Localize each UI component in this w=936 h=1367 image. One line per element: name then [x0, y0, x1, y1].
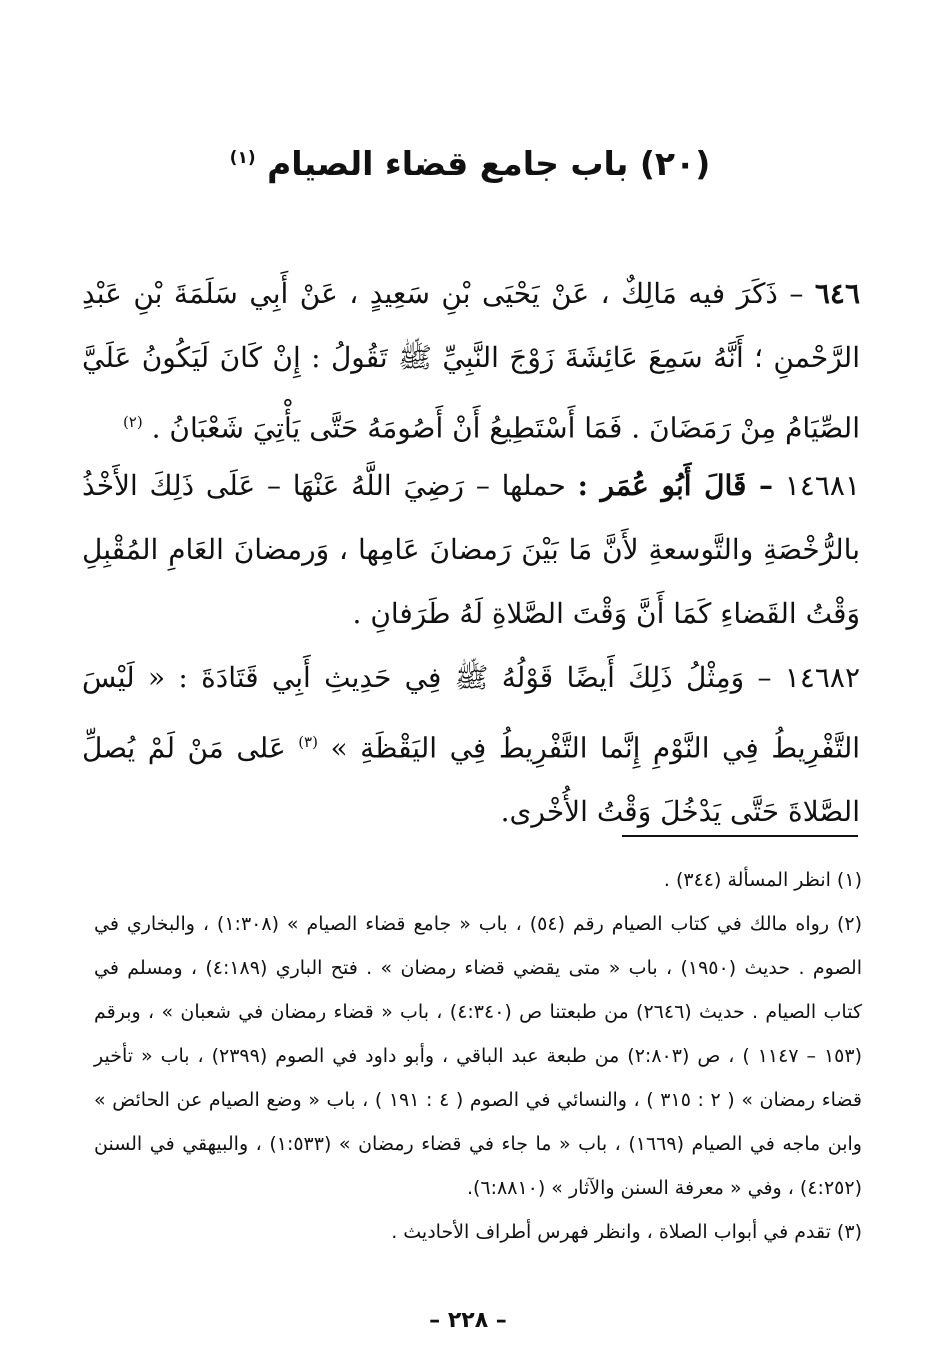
chapter-title-footnote-ref: (١) [229, 148, 256, 168]
paragraph-number: ١٤٦٨٢ [784, 661, 860, 694]
paragraph-text-continued: عَلى مَنْ لَمْ يُصلِّ الصَّلاةَ حَتَّى يَدْخُلَ وَقْتُ الأُخْرى. [82, 731, 860, 829]
page-number: – ٢٢٨ – [429, 1308, 507, 1333]
paragraph-number: ٦٤٦ [814, 277, 861, 310]
chapter-title-text: (٢٠) باب جامع قضاء الصيام [267, 144, 711, 183]
paragraph-lead: – قَالَ أَبُو عُمَر : [577, 469, 774, 502]
commentary-paragraph-14681 [82, 454, 860, 646]
footnote-ref: (٣) [298, 733, 318, 751]
footnote-3: (٣) تقدم في أبواب الصلاة ، وانظر فهرس أطراف الأحاديث . [391, 1221, 862, 1243]
paragraph-text: – وَمِثْلُ ذَلِكَ أَيضًا قَوْلُهُ ﷺ فِي حَدِيثِ أَبِي قَتَادَةَ : « لَيْسَ التَّفْرِيطُ فِي النَّوْمِ إِنَّما التَّفْرِيطُ فِي اليَقْظَةِ » [82, 661, 860, 765]
footnote-2: (٢) رواه مالك في كتاب الصيام رقم (٥٤) ، باب « جامع قضاء الصيام » (١:٣٠٨) ، والبخاري في الصوم . حديث (١٩٥٠) ، باب « متى يقضي قضاء رمضان » . فتح الباري (٤:١٨٩) ، ومسلم في كتاب الصيام . حديث (٢٦٤٦) من طبعتنا ص (٤:٣٤٠) ، باب « قضاء رمضان في شعبان » ، وبرقم (١٥٣ – ١١٤٧ ) ، ص (٢:٨٠٣) من طبعة عبد الباقي ، وأبو داود في الصوم (٢٣٩٩) ، باب « تأخير قضاء رمضان » ( ٢ : ٣١٥ ) ، والنسائي في الصوم ( ٤ : ١٩١ ) ، باب « وضع الصيام عن الحائض » وابن ماجه في الصيام (١٦٦٩) ، باب « ما جاء في قضاء رمضان » (١:٥٣٣) ، والبيهقي في السنن (٤:٢٥٢) ، وفي « معرفة السنن والآثار » (٦:٨٨١٠). [94, 913, 862, 1199]
footnote-1: (١) انظر المسألة (٣٤٤) . [663, 869, 862, 891]
paragraph-number: ١٤٦٨١ [784, 469, 860, 502]
commentary-paragraph-14682 [82, 646, 860, 844]
chapter-title [120, 128, 820, 194]
footnote-separator [622, 835, 858, 837]
footnote-ref: (٢) [122, 413, 143, 431]
footnotes [94, 858, 862, 1254]
paragraph-text: – ذَكَرَ فيه مَالِكٌ ، عَنْ يَحْيَى بْنِ سَعِيدٍ ، عَنْ أَبِي سَلَمَةَ بْنِ عَبْدِ الرَّحْمنِ ؛ أَنَّهُ سَمِعَ عَائِشَةَ زَوْجَ النَّبِيِّ ﷺ تَقُولُ : إِنْ كَانَ لَيَكُونُ عَلَيَّ الصِّيَامُ مِنْ رَمَضَانَ . فَمَا أَسْتَطِيعُ أَنْ أَصُومَهُ حَتَّى يَأْتِيَ شَعْبَانُ . [82, 277, 860, 445]
paragraph-text: حملها – رَضِيَ اللَّهُ عَنْهَا – عَلَى ذَلِكَ الأَخْذُ بالرُّخْصَةِ والتَّوسعةِ لأَنَّ مَا بَيْنَ رَمضانَ عَامِها ، وَرمضانَ العَامِ المُقْبِلِ وَقْتُ القَضاءِ كَمَا أَنَّ وَقْتَ الصَّلاةِ لَهُ طَرَفانِ . [82, 469, 860, 630]
hadith-paragraph-646 [82, 262, 860, 460]
